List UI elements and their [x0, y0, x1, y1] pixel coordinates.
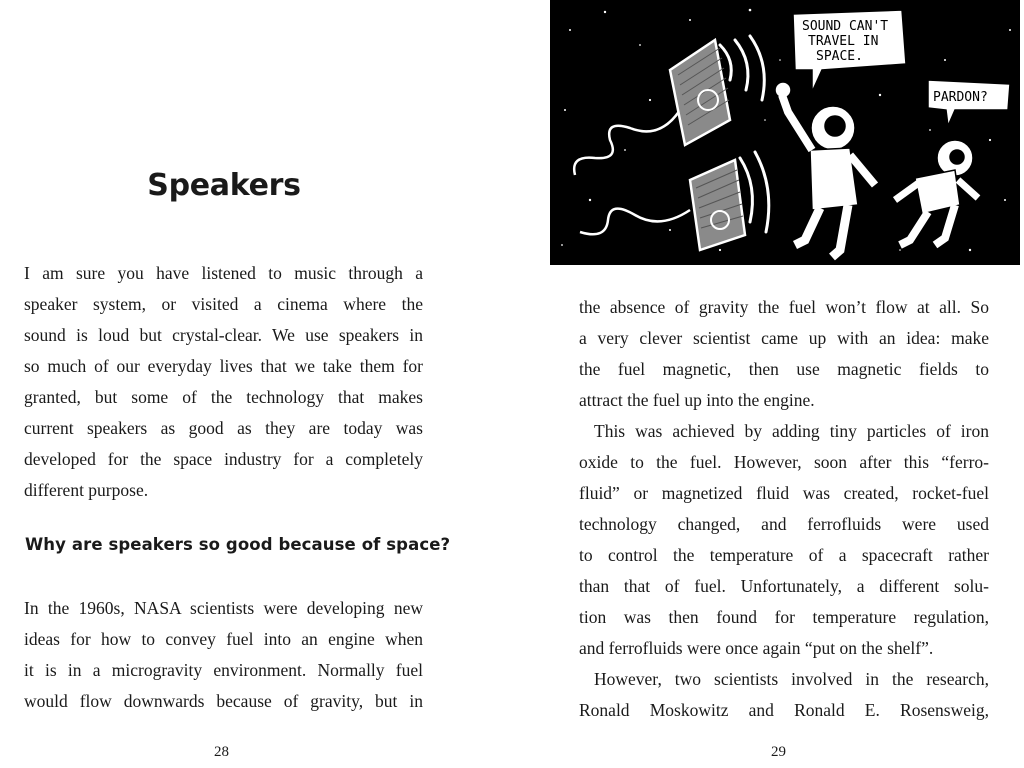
stars	[561, 9, 1011, 252]
space-scene-svg	[550, 0, 1020, 265]
text-line: Ronald Moskowitz and Ronald E. Rosensweig,	[579, 700, 989, 720]
text-line: so much of our everyday lives that we take them for	[24, 356, 423, 376]
right-body-text	[579, 292, 989, 726]
speaker-top-icon	[670, 40, 730, 145]
text-line: In the 1960s, NASA scientists were developing new	[24, 598, 423, 618]
text-line: technology changed, and ferrofluids were used	[579, 514, 989, 534]
text-line: the fuel magnetic, then use magnetic fields to	[579, 359, 989, 379]
bubble-2-line-1: PARDON?	[933, 90, 988, 105]
text-line: would flow downwards because of gravity, but in	[24, 691, 423, 711]
bubble-1-line-2: TRAVEL IN	[808, 34, 879, 49]
text-line: tion was then found for temperature regulation,	[579, 607, 989, 627]
intro-paragraph	[24, 258, 423, 506]
text-line: developed for the space industry for a completely	[24, 449, 423, 469]
text-line: different purpose.	[24, 480, 149, 500]
right-page	[512, 0, 1024, 768]
bubble-1-line-3: SPACE.	[816, 49, 863, 64]
text-line: sound is loud but crystal-clear. We use speakers in	[24, 325, 423, 345]
text-line: current speakers as good as they are today was	[24, 418, 423, 438]
text-line: fluid” or magnetized fluid was created, rocket-fuel	[579, 483, 989, 503]
bubble-1-line-1: SOUND CAN'T	[802, 19, 889, 34]
text-line: ideas for how to convey fuel into an engine when	[24, 629, 423, 649]
chapter-title: Speakers	[147, 168, 301, 203]
nasa-paragraph	[24, 593, 423, 717]
text-line: attract the fuel up into the engine.	[579, 390, 815, 410]
page-number: 28	[214, 744, 229, 760]
text-line: speaker system, or visited a cinema where the	[24, 294, 423, 314]
speaker-cables	[574, 110, 690, 234]
section-heading: Why are speakers so good because of space?	[25, 535, 451, 554]
astronaut-speaking-icon	[777, 84, 875, 257]
text-line: the absence of gravity the fuel won’t flow at all. So	[579, 297, 989, 317]
page-number: 29	[771, 744, 786, 760]
text-line: This was achieved by adding tiny particles of iron	[594, 421, 989, 441]
speech-bubble-pardon	[928, 80, 1010, 126]
astronaut-listening-icon	[895, 142, 978, 245]
astronaut-illustration	[550, 0, 1020, 265]
text-line: a very clever scientist came up with an idea: make	[579, 328, 989, 348]
text-line: oxide to the fuel. However, soon after this “ferro-	[579, 452, 989, 472]
text-line: than that of fuel. Unfortunately, a different solu-	[579, 576, 989, 596]
text-line: However, two scientists involved in the research,	[594, 669, 989, 689]
text-line: to control the temperature of a spacecraft rather	[579, 545, 989, 565]
text-line: and ferrofluids were once again “put on the shelf”.	[579, 638, 934, 658]
speaker-bottom-icon	[690, 160, 745, 250]
text-line: it is in a microgravity environment. Normally fuel	[24, 660, 423, 680]
text-line: granted, but some of the technology that makes	[24, 387, 423, 407]
speech-bubble-sound-cant-travel	[793, 10, 906, 92]
text-line: I am sure you have listened to music through a	[24, 263, 423, 283]
